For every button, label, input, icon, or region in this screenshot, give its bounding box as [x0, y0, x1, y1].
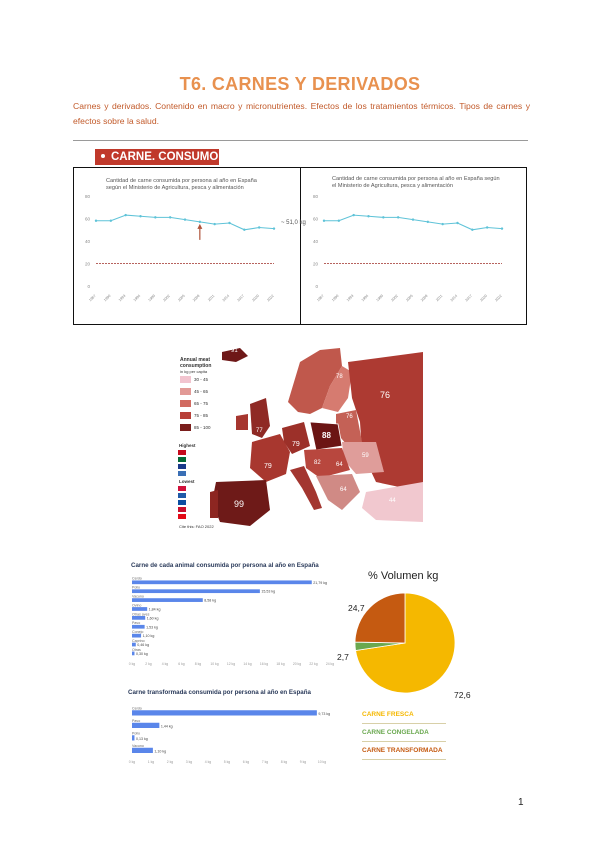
data-point	[412, 218, 414, 220]
data-point	[273, 227, 275, 229]
line-chart-1-end-label: ~ 51,0 kg	[281, 220, 306, 226]
x-tick-label: 0 kg	[128, 662, 136, 666]
x-tick-label: 1 kg	[147, 760, 155, 764]
x-tick-label: 8 kg	[194, 662, 202, 666]
y-tick-label: 0	[315, 284, 318, 289]
legend-rule	[362, 723, 446, 724]
pie-chart	[350, 588, 460, 698]
data-point	[258, 226, 260, 228]
data-point	[367, 215, 369, 217]
x-tick-label: 7 kg	[261, 760, 269, 764]
legend-swatch-4	[180, 412, 191, 419]
bar	[132, 723, 159, 728]
data-point	[213, 223, 215, 225]
divider	[73, 140, 528, 141]
bar-category: Otras aves	[132, 612, 150, 617]
page-title: T6. CARNES Y DERIVADOS	[179, 74, 421, 94]
bar-value-label: 1,10 kg	[154, 749, 167, 754]
bar-chart-2-title: Carne transformada consumida por persona al año en España	[128, 689, 311, 696]
map-range-1: 30 - 45	[194, 377, 209, 382]
x-tick-label: 12 kg	[226, 662, 236, 666]
x-tick-label: 20 kg	[292, 662, 302, 666]
y-tick-label: 60	[84, 216, 90, 222]
map-value: 99	[234, 499, 245, 509]
bar	[132, 710, 317, 715]
bar-value-label: 0,46 kg	[137, 643, 150, 648]
arrow-head-icon	[197, 224, 202, 229]
flag-icon-spain	[178, 450, 186, 455]
data-point	[501, 227, 503, 229]
map-legend-title: Annual meat consumption	[180, 357, 212, 369]
x-tick-label: 1993	[345, 293, 355, 303]
x-tick-label: 18 kg	[276, 662, 285, 666]
x-tick-label: 2008	[420, 293, 429, 303]
x-tick-label: 1996	[360, 293, 370, 303]
section-heading-label: CARNE. CONSUMO	[111, 151, 219, 163]
bar-value-label: 8,58 kg	[204, 598, 217, 603]
legend-swatch-3	[180, 400, 191, 407]
bar-chart-1	[118, 572, 338, 668]
map-value: 76	[380, 390, 391, 400]
line-chart-2-title: Cantidad de carne consumida por persona al año en España según el Ministerio de Agricultura, pesca y alimentación	[332, 176, 500, 189]
flag-icon-portugal	[178, 457, 186, 462]
data-point	[95, 220, 97, 222]
pie-slice	[355, 593, 405, 643]
bar-category: Cerdo	[132, 576, 142, 581]
legend-swatch-1	[180, 376, 191, 383]
flag-icon-montenegro	[178, 507, 186, 512]
data-point	[243, 229, 245, 231]
bar	[132, 625, 145, 629]
legend-rule	[362, 741, 446, 742]
x-tick-label: 1990	[331, 293, 340, 303]
x-tick-label: 10 kg	[317, 760, 327, 764]
legend-swatch-5	[180, 424, 191, 431]
page-number: 1	[518, 797, 524, 808]
bar-category: Ovino	[132, 603, 142, 608]
line-chart-1	[74, 168, 300, 323]
bar-value-label: 1,44 kg	[160, 724, 173, 729]
x-tick-label: 5 kg	[223, 760, 231, 764]
x-tick-label: 1990	[103, 293, 112, 303]
bar	[132, 598, 203, 602]
pie-label-fresca: 72,6	[454, 690, 471, 700]
x-tick-label: 1999	[147, 293, 157, 303]
data-point	[338, 220, 340, 222]
bar-category: Pollo	[132, 585, 140, 590]
x-tick-label: 2011	[207, 293, 216, 303]
map-range-4: 75 - 85	[194, 413, 209, 418]
x-tick-label: 1987	[88, 293, 97, 303]
bar	[132, 634, 141, 638]
x-tick-label: 2002	[390, 293, 399, 303]
map-value: 91	[231, 348, 238, 354]
x-tick-label: 2 kg	[166, 760, 174, 764]
x-tick-label: 2014	[449, 293, 459, 303]
data-point	[154, 216, 156, 218]
x-tick-label: 2 kg	[145, 662, 152, 666]
legend-rule	[362, 759, 446, 760]
map-source: Cite this: FAO 2022	[179, 524, 214, 529]
map-value: 79	[292, 441, 300, 448]
bar	[132, 748, 153, 753]
flag-icon-iceland	[178, 471, 186, 476]
map-value: 64	[340, 487, 347, 493]
bar-value-label: 1,10 kg	[142, 634, 155, 639]
map-value: 88	[322, 431, 331, 440]
data-point	[486, 226, 488, 228]
x-tick-label: 4 kg	[161, 662, 169, 666]
bar-value-label: 1,60 kg	[146, 616, 159, 621]
bar-chart-1-title: Carne de cada animal consumida por persona al año en España	[131, 562, 319, 569]
data-point	[184, 218, 186, 220]
y-tick-label: 20	[312, 261, 318, 267]
flag-icon-turkey	[178, 514, 186, 519]
y-tick-label: 40	[84, 239, 90, 244]
bar	[132, 580, 312, 584]
x-tick-label: 2017	[464, 293, 474, 303]
data-point	[427, 221, 429, 223]
bar-category: Pavo	[132, 621, 141, 626]
map-range-3: 65 - 75	[194, 401, 209, 406]
map-value: 79	[264, 463, 272, 470]
data-point	[169, 216, 171, 218]
legend-fresca: CARNE FRESCA	[362, 711, 414, 718]
bar-chart-2	[118, 700, 330, 766]
bar-category: Caprino	[132, 638, 145, 643]
x-tick-label: 2022	[494, 293, 503, 303]
data-point	[228, 222, 230, 224]
x-tick-label: 1987	[316, 293, 325, 303]
series-line	[96, 215, 274, 230]
x-tick-label: 24 kg	[325, 662, 335, 666]
x-tick-label: 1999	[375, 293, 385, 303]
map-legend-subtitle: in kg per capita	[180, 369, 208, 374]
y-tick-label: 80	[312, 194, 318, 199]
bar-category: Cerdo	[132, 706, 142, 711]
map-region-ireland	[236, 414, 248, 430]
bar-value-label: 1,53 kg	[146, 625, 158, 630]
flag-icon-bosnia	[178, 500, 186, 505]
flag-icon-albania	[178, 486, 186, 491]
section-heading	[95, 149, 219, 165]
legend-congelada: CARNE CONGELADA	[362, 729, 429, 736]
data-point	[456, 222, 458, 224]
pie-title: % Volumen kg	[368, 570, 439, 582]
x-tick-label: 2017	[236, 293, 246, 303]
data-point	[471, 229, 473, 231]
bar	[132, 607, 147, 611]
data-point	[139, 215, 141, 217]
bar	[132, 589, 260, 593]
bar-value-label: 0,30 kg	[135, 651, 148, 656]
data-point	[397, 216, 399, 218]
x-tick-label: 2014	[221, 293, 231, 303]
line-charts-box	[73, 167, 527, 325]
line-chart-1-title: Cantidad de carne consumida por persona al año en España según el Ministerio de Agricultura, pesca y alimentación	[106, 178, 257, 191]
x-tick-label: 8 kg	[280, 760, 288, 764]
x-tick-label: 6 kg	[242, 760, 250, 764]
x-tick-label: 2020	[479, 293, 488, 303]
y-tick-label: 60	[312, 216, 318, 222]
data-point	[124, 214, 126, 216]
x-tick-label: 2020	[251, 293, 260, 303]
bar-category: Pavo	[132, 718, 141, 723]
x-tick-label: 10 kg	[210, 662, 219, 666]
map-highest-label: Highest	[179, 443, 196, 448]
flag-icon-poland	[178, 464, 186, 469]
bar	[132, 616, 145, 620]
data-point	[441, 223, 443, 225]
data-point	[323, 220, 325, 222]
y-tick-label: 80	[84, 194, 90, 199]
intro-text: Carnes y derivados. Contenido en macro y micronutrientes. Efectos de los tratamientos térmicos. Tipos de carnes y efectos sobre la salud.	[73, 101, 530, 126]
map-range-5: 85 - 100	[194, 425, 211, 430]
x-tick-label: 4 kg	[204, 760, 212, 764]
legend-swatch-2	[180, 388, 191, 395]
flag-icon-moldova	[178, 493, 186, 498]
data-point	[352, 214, 354, 216]
y-tick-label: 20	[84, 261, 90, 267]
map-lowest-label: Lowest	[179, 479, 195, 484]
bar-value-label: 1,84 kg	[148, 607, 161, 612]
bar	[132, 735, 134, 740]
bar	[132, 643, 136, 647]
map-value: 59	[362, 453, 369, 459]
map-value: 76	[346, 414, 353, 420]
bar-value-label: 9,73 kg	[318, 712, 330, 716]
x-tick-label: 2002	[162, 293, 171, 303]
chart-divider	[300, 168, 301, 324]
x-tick-label: 2011	[435, 293, 444, 303]
map-value: 82	[314, 460, 321, 466]
bar-value-label: 0,13 kg	[135, 737, 148, 741]
series-line	[324, 215, 502, 230]
bar-value-label: 15,53 kg	[261, 589, 276, 594]
map-region-portugal	[210, 490, 218, 518]
x-tick-label: 3 kg	[185, 760, 193, 764]
bar-category: Otras	[132, 647, 141, 652]
europe-meat-map	[170, 342, 423, 540]
x-tick-label: 1993	[117, 293, 127, 303]
line-chart-2	[302, 168, 526, 323]
x-tick-label: 14 kg	[243, 662, 252, 666]
x-tick-label: 0 kg	[128, 760, 136, 764]
map-value: 77	[256, 428, 263, 434]
x-tick-label: 2005	[177, 293, 186, 303]
y-tick-label: 40	[312, 239, 318, 244]
map-range-2: 45 - 65	[194, 389, 209, 394]
bar-category: Vacuno	[132, 594, 144, 599]
x-tick-label: 2005	[405, 293, 414, 303]
legend-transformada: CARNE TRANSFORMADA	[362, 747, 443, 754]
bar	[132, 652, 134, 656]
map-value: 44	[389, 498, 396, 504]
data-point	[382, 216, 384, 218]
bar-category: Conejo	[132, 630, 144, 635]
x-tick-label: 2022	[266, 293, 275, 303]
bar-category: Pollo	[132, 731, 140, 736]
x-tick-label: 16 kg	[259, 662, 269, 666]
data-point	[199, 221, 201, 223]
x-tick-label: 22 kg	[309, 662, 318, 666]
bullet-icon	[101, 154, 105, 158]
bar-value-label: 21,79 kg	[313, 580, 328, 585]
pie-label-congelada: 2,7	[337, 652, 349, 662]
pie-label-transformada: 24,7	[348, 603, 365, 613]
x-tick-label: 1996	[132, 293, 142, 303]
map-value: 78	[336, 374, 343, 380]
y-tick-label: 0	[87, 284, 90, 289]
x-tick-label: 9 kg	[299, 760, 307, 764]
bar-category: Vacuno	[132, 743, 144, 748]
map-value: 64	[336, 462, 343, 468]
x-tick-label: 2008	[192, 293, 201, 303]
data-point	[110, 220, 112, 222]
x-tick-label: 6 kg	[178, 662, 185, 666]
